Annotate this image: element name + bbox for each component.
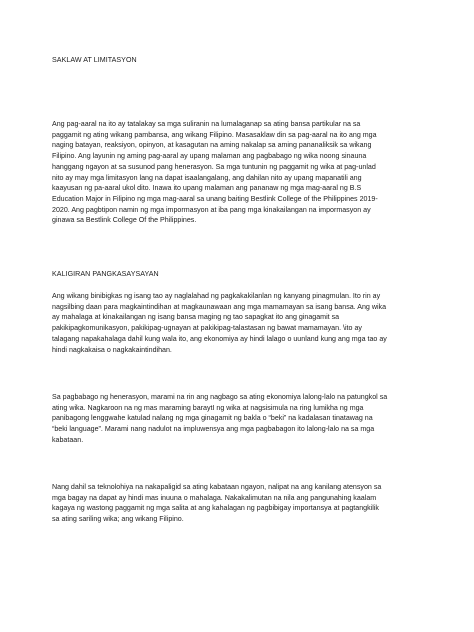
- paragraph-saklaw: [52, 119, 424, 226]
- paragraph-line: 2020. Ang pagbtipon namin ng mga impormasyon at iba pang mga kinakailangan na impormasyon ay: [52, 205, 371, 214]
- paragraph-line: Nang dahil sa teknolohiya na nakapaligid sa ating kabataan ngayon, nalipat na ang kanilang atensyon sa: [52, 483, 382, 491]
- paragraph-line: hanggang ngayon at sa susunod pang henerasyon. Sa mga tuntunin ng paggamit ng wika at pag-unlad: [52, 162, 376, 171]
- paragraph-line: “beki language”. Marami nang nadulot na impluwensya ang mga pagbabagon ito lalong-lalo na sa mga: [52, 425, 375, 434]
- paragraph-teknolohiya: [52, 482, 424, 525]
- paragraph-line: kagaya ng wastong paggamit ng mga salita at ang kahalagan ng pagbibigay importansya at pagtangkilik: [52, 504, 379, 513]
- paragraph-line: mga bagay na dapat ay hindi mas inuuna o mahalaga. Nakakalimutan na nila ang pangunahing kaalam: [52, 493, 377, 502]
- paragraph-line: panibagong lenggwahe katulad nalang ng mga ginagamit ng bakla o “beki” na kadalasan tinatawag na: [52, 414, 373, 423]
- paragraph-henerasyon: [52, 392, 424, 446]
- paragraph-line: sa ating sariling wika; ang wikang Filipino.: [52, 515, 184, 524]
- paragraph-line: paggamit ng ating wikang pambansa, ang wikang Filipino. Masasaklaw din sa pag-aaral na ito ang mga: [52, 130, 377, 139]
- paragraph-line: ay mahalaga at kinakailangan ng isang bansa maging ng tao sapagkat ito ang ginagamit sa: [52, 313, 340, 322]
- paragraph-line: ginawa sa Bestlink College Of the Philippines.: [52, 216, 197, 225]
- paragraph-line: pakikipagkomunikasyon, pakikipag-ugnayan at pakikipag-talastasan ng bawat mamamayan. \ito ay: [52, 324, 362, 333]
- paragraph-kaligiran: [52, 291, 424, 355]
- paragraph-line: kabataan.: [52, 435, 84, 444]
- paragraph-line: talagang napakahalaga dahil kung wala ito, ang ekonomiya ay hindi lalago o uunland kung ang mga tao ay: [52, 334, 387, 343]
- paragraph-line: naging batayan, reaksiyon, opinyon, at kasagutan na aming nakalap sa aming pananaliksik sa wikang: [52, 141, 372, 150]
- paragraph-line: nito ay may mga limitasyon lang na dapat isaalangalang, ang dahilan nito ay upang mapanatili ang: [52, 173, 362, 182]
- heading-saklaw-at-limitasyon: SAKLAW AT LIMITASYON: [52, 56, 137, 64]
- paragraph-line: Ang pag-aaral na ito ay tatalakay sa mga suliranin na lumalaganap sa ating bansa partikular na sa: [52, 120, 361, 128]
- paragraph-line: Sa pagbabago ng henerasyon, marami na rin ang nagbago sa ating ekonomiya lalong-lalo na patungkol sa: [52, 393, 388, 401]
- paragraph-line: Ang wikang binibigkas ng isang tao ay naglalahad ng pagkakakilanlan ng kanyang pinagmulan. Ito rin ay: [52, 292, 381, 300]
- paragraph-line: Education Major in Filipino ng mga mag-aaral sa unang baiting Bestlink College of the Philippines 2019-: [52, 194, 378, 203]
- paragraph-line: kaayusan ng pa-aaral ukol dito. Inawa ito upang malaman ang pananaw ng mga mag-aaral ng B.S: [52, 184, 362, 193]
- paragraph-line: hindi nagkakaisa o nagkakaintindihan.: [52, 345, 172, 354]
- paragraph-line: Filipino. Ang layunin ng aming pag-aaral ay upang malaman ang pagbabago ng wika noong sinauna: [52, 152, 367, 161]
- heading-kaligiran-pangkasaysayan: KALIGIRAN PANGKASAYSAYAN: [52, 270, 159, 278]
- paragraph-line: ating wika. Nagkaroon na ng mas maraming baraytI ng wika at nagsisimula na ring lumikha ng mga: [52, 403, 364, 412]
- paragraph-line: nagsilbing daan para magkaintindihan at magkaunawaan ang mga mamamayan sa isang bansa. Ang wika: [52, 302, 387, 311]
